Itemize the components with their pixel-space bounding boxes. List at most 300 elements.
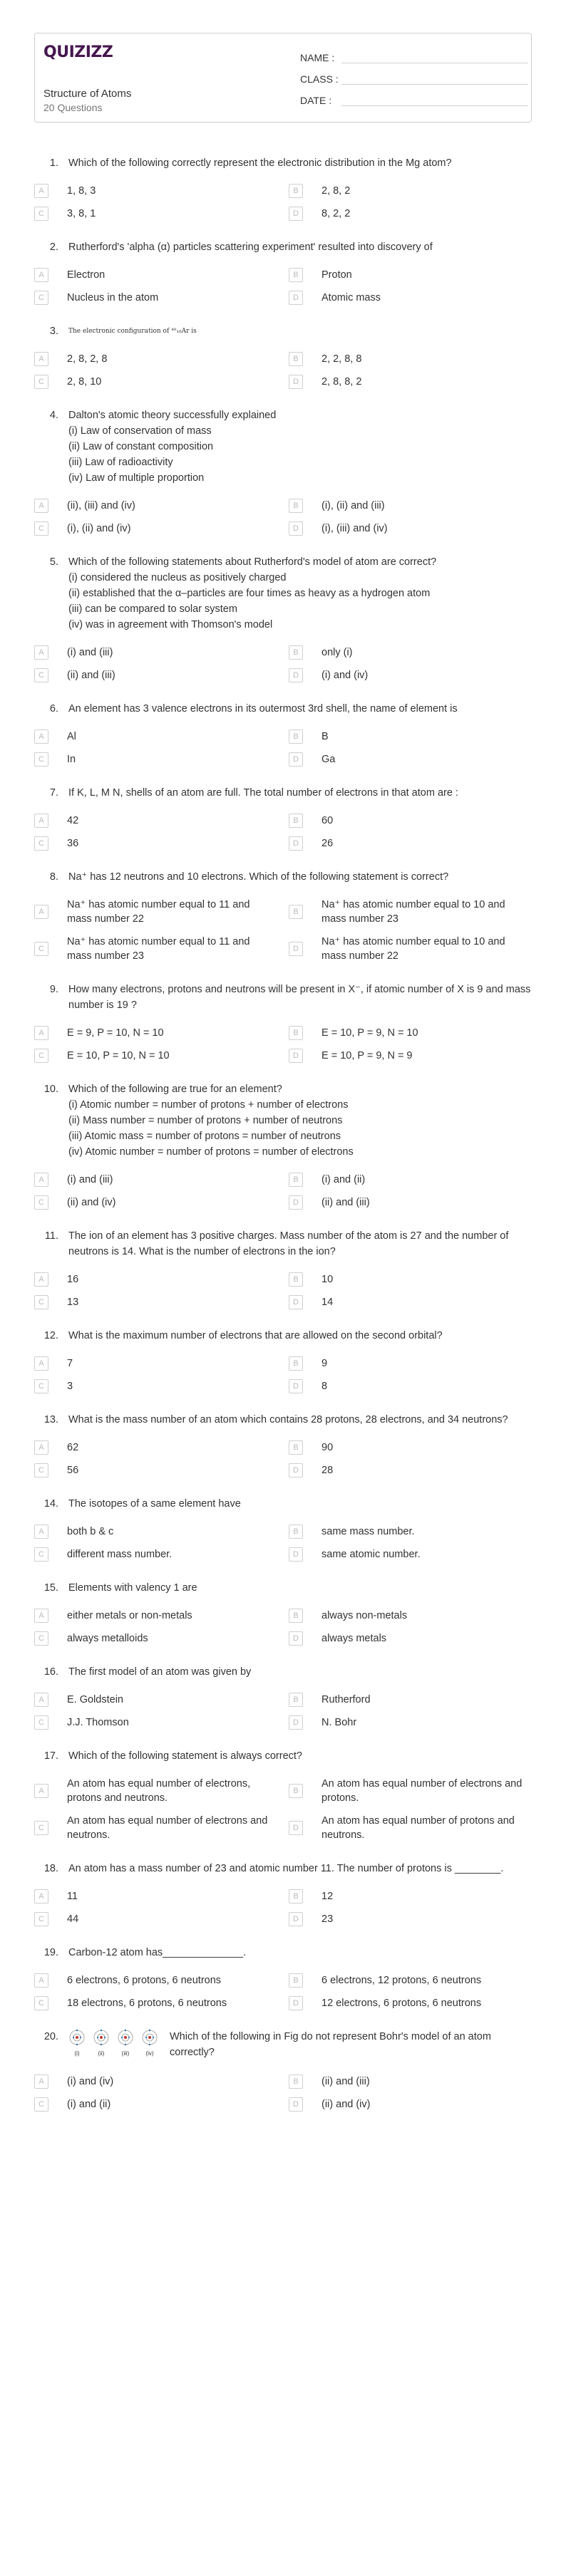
- option-letter-badge: D: [289, 752, 303, 767]
- class-line: [341, 71, 528, 85]
- worksheet-title: Structure of Atoms: [43, 88, 132, 100]
- answer-options: [34, 1609, 532, 1646]
- option-text: 2, 8, 8, 2: [321, 376, 362, 388]
- option-text: (i), (ii) and (iv): [67, 523, 131, 534]
- option-letter-badge: B: [289, 814, 303, 828]
- question-3: [34, 323, 532, 389]
- question-text: Which of the following statement is always correct?: [68, 1750, 302, 1762]
- answer-option[interactable]: [289, 814, 532, 828]
- option-text: 7: [67, 1358, 73, 1369]
- option-letter-badge: D: [289, 1295, 303, 1309]
- option-text: 9: [321, 1358, 328, 1369]
- name-line: [341, 50, 528, 63]
- option-text: Electron: [67, 269, 106, 281]
- question-header: [34, 1328, 532, 1344]
- answer-option[interactable]: [289, 1631, 532, 1646]
- question-number: 9.: [49, 984, 58, 995]
- question-number: 18.: [43, 1863, 58, 1874]
- answer-option[interactable]: [289, 268, 532, 282]
- option-letter-badge: A: [34, 2074, 48, 2089]
- answer-option[interactable]: [34, 645, 277, 660]
- option-letter-badge: D: [289, 2097, 303, 2112]
- option-letter-badge: C: [34, 1821, 48, 1835]
- question-2: [34, 239, 532, 305]
- name-field[interactable]: [300, 42, 528, 63]
- answer-options: [34, 814, 532, 851]
- question-1: [34, 155, 532, 221]
- question-header: [34, 1228, 532, 1260]
- option-text: An atom has equal number of electrons and neutrons.: [67, 1815, 268, 1841]
- answer-option[interactable]: [34, 375, 277, 389]
- question-4: [34, 407, 532, 536]
- option-text: Nucleus in the atom: [67, 292, 159, 303]
- question-header: [34, 554, 532, 633]
- question-header: [34, 1664, 532, 1680]
- option-letter-badge: D: [289, 1049, 303, 1063]
- question-header: [34, 1861, 532, 1876]
- answer-option[interactable]: [289, 1777, 532, 1805]
- option-text: (ii), (iii) and (iv): [67, 500, 135, 511]
- question-text: Which of the following are true for an element? (i) Atomic number = number of protons + number of electrons (ii) Mass number = number of protons + number of neutrons (iii) Atomic mass = number of protons = number of neutrons (iv) Atomic number = number of protons = number of electrons: [68, 1084, 354, 1158]
- answer-options: [34, 898, 532, 963]
- option-text: 36: [67, 838, 79, 849]
- answer-option[interactable]: [289, 752, 532, 767]
- answer-option[interactable]: [289, 2074, 532, 2089]
- option-letter-badge: A: [34, 1784, 48, 1798]
- option-letter-badge: C: [34, 1912, 48, 1926]
- answer-option[interactable]: [34, 499, 277, 513]
- answer-option[interactable]: [289, 1195, 532, 1210]
- option-text: 10: [321, 1274, 334, 1285]
- option-letter-badge: A: [34, 1693, 48, 1707]
- answer-option[interactable]: [34, 291, 277, 305]
- answer-options: [34, 499, 532, 536]
- answer-option[interactable]: [34, 1525, 277, 1539]
- option-text: 2, 2, 8, 8: [321, 353, 362, 365]
- option-text: (ii) and (iv): [321, 2099, 371, 2110]
- answer-options: [34, 1777, 532, 1842]
- answer-option[interactable]: [289, 1996, 532, 2010]
- question-number: 4.: [49, 410, 58, 421]
- option-text: 3: [67, 1381, 73, 1392]
- question-text: Na⁺ has 12 neutrons and 10 electrons. Which of the following statement is correct?: [68, 871, 449, 883]
- option-text: 2, 8, 10: [67, 376, 102, 388]
- atom-diagram: [93, 2029, 110, 2062]
- date-field[interactable]: [300, 85, 528, 106]
- answer-option[interactable]: [289, 521, 532, 536]
- answer-option[interactable]: [289, 729, 532, 744]
- question-header: [34, 239, 532, 255]
- option-letter-badge: C: [34, 291, 48, 305]
- option-letter-badge: B: [289, 184, 303, 198]
- atom-diagram: [117, 2029, 134, 2062]
- question-header: [34, 1412, 532, 1428]
- option-text: both b & c: [67, 1526, 114, 1537]
- question-number: 3.: [49, 326, 58, 337]
- option-letter-badge: A: [34, 184, 48, 198]
- option-letter-badge: A: [34, 814, 48, 828]
- option-text: (i) and (ii): [67, 2099, 111, 2110]
- option-text: 90: [321, 1442, 334, 1453]
- answer-option[interactable]: [289, 1049, 532, 1063]
- answer-option[interactable]: [289, 1295, 532, 1309]
- question-header: [34, 1081, 532, 1160]
- option-letter-badge: D: [289, 1821, 303, 1835]
- answer-option[interactable]: [289, 1973, 532, 1988]
- option-letter-badge: D: [289, 1715, 303, 1730]
- answer-option[interactable]: [34, 1463, 277, 1477]
- answer-option[interactable]: [34, 668, 277, 682]
- option-letter-badge: A: [34, 1272, 48, 1287]
- option-text: (i) and (iv): [321, 670, 369, 681]
- answer-options: [34, 268, 532, 305]
- option-text: different mass number.: [67, 1549, 173, 1560]
- question-17: [34, 1748, 532, 1842]
- option-letter-badge: D: [289, 1195, 303, 1210]
- answer-option[interactable]: [34, 898, 277, 926]
- option-text: Al: [67, 731, 76, 742]
- option-text: 16: [67, 1274, 79, 1285]
- option-text: J.J. Thomson: [67, 1717, 129, 1728]
- atom-label: (ii): [98, 2050, 105, 2057]
- question-text: Dalton's atomic theory successfully explained (i) Law of conservation of mass (ii) Law of constant composition (iii) Law of radioactivity (iv) Law of multiple proportion: [68, 410, 277, 484]
- answer-option[interactable]: [289, 1173, 532, 1187]
- question-text: An element has 3 valence electrons in its outermost 3rd shell, the name of element is: [68, 703, 458, 715]
- option-text: same atomic number.: [321, 1549, 421, 1560]
- question-20: [34, 2029, 532, 2112]
- option-text: 44: [67, 1913, 79, 1925]
- question-6: [34, 701, 532, 767]
- answer-option[interactable]: [289, 184, 532, 198]
- question-text: What is the maximum number of electrons that are allowed on the second orbital?: [68, 1330, 443, 1341]
- answer-option[interactable]: [34, 1715, 277, 1730]
- option-text: 2, 8, 2: [321, 185, 351, 197]
- answer-option[interactable]: [289, 1912, 532, 1926]
- answer-option[interactable]: [289, 1547, 532, 1562]
- option-text: always metals: [321, 1633, 387, 1644]
- worksheet-header: [34, 33, 532, 123]
- answer-option[interactable]: [289, 1814, 532, 1842]
- option-text: Na⁺ has atomic number equal to 11 and mass number 22: [67, 899, 250, 925]
- answer-option[interactable]: [289, 935, 532, 963]
- question-number: 12.: [43, 1330, 58, 1341]
- answer-option[interactable]: [289, 1026, 532, 1040]
- answer-option[interactable]: [289, 836, 532, 851]
- option-letter-badge: C: [34, 1547, 48, 1562]
- option-text: only (i): [321, 647, 353, 658]
- answer-option[interactable]: [34, 1693, 277, 1707]
- question-number: 11.: [44, 1230, 58, 1242]
- question-header: [34, 1945, 532, 1960]
- answer-options: [34, 352, 532, 389]
- answer-option[interactable]: [289, 2097, 532, 2112]
- option-text: Na⁺ has atomic number equal to 10 and mass number 23: [321, 899, 505, 925]
- class-label: CLASS :: [300, 73, 339, 85]
- question-header: [34, 982, 532, 1013]
- date-line: [341, 93, 528, 106]
- answer-option[interactable]: [289, 207, 532, 221]
- question-number: 6.: [49, 703, 58, 715]
- option-letter-badge: A: [34, 268, 48, 282]
- option-text: 8: [321, 1381, 328, 1392]
- option-text: Na⁺ has atomic number equal to 11 and mass number 23: [67, 936, 250, 962]
- question-10: [34, 1081, 532, 1210]
- answer-option[interactable]: [289, 1379, 532, 1393]
- option-text: 1, 8, 3: [67, 185, 96, 197]
- answer-option[interactable]: [34, 1777, 277, 1805]
- answer-option[interactable]: [289, 1609, 532, 1623]
- answer-option[interactable]: [34, 521, 277, 536]
- answer-option[interactable]: [34, 1356, 277, 1371]
- quizizz-logo: QUIZIZZ: [43, 43, 113, 61]
- option-letter-badge: D: [289, 521, 303, 536]
- option-text: Rutherford: [321, 1694, 371, 1705]
- class-field[interactable]: [300, 63, 528, 85]
- option-letter-badge: D: [289, 375, 303, 389]
- question-15: [34, 1580, 532, 1646]
- answer-option[interactable]: [289, 291, 532, 305]
- option-text: 6 electrons, 6 protons, 6 neutrons: [67, 1975, 222, 1986]
- option-text: B: [321, 731, 329, 742]
- question-count: 20 Questions: [43, 102, 103, 113]
- answer-options: [34, 1356, 532, 1393]
- question-number: 7.: [49, 787, 58, 799]
- answer-options: [34, 2074, 532, 2112]
- answer-option[interactable]: [289, 1715, 532, 1730]
- atom-diagram: [141, 2029, 158, 2062]
- option-letter-badge: A: [34, 645, 48, 660]
- option-text: An atom has equal number of electrons, protons and neutrons.: [67, 1778, 251, 1804]
- option-letter-badge: C: [34, 1195, 48, 1210]
- option-letter-badge: D: [289, 291, 303, 305]
- answer-option[interactable]: [289, 668, 532, 682]
- option-text: An atom has equal number of protons and neutrons.: [321, 1815, 515, 1841]
- option-text: In: [67, 754, 76, 765]
- option-letter-badge: A: [34, 1525, 48, 1539]
- answer-option[interactable]: [289, 1693, 532, 1707]
- answer-option[interactable]: [289, 499, 532, 513]
- answer-option[interactable]: [34, 184, 277, 198]
- answer-options: [34, 1693, 532, 1730]
- option-letter-badge: C: [34, 521, 48, 536]
- option-letter-badge: A: [34, 1889, 48, 1904]
- option-letter-badge: D: [289, 942, 303, 956]
- question-header: [34, 869, 532, 885]
- answer-options: [34, 1440, 532, 1477]
- answer-option[interactable]: [34, 2074, 277, 2089]
- option-text: 6 electrons, 12 protons, 6 neutrons: [321, 1975, 482, 1986]
- question-number: 19.: [43, 1947, 58, 1958]
- option-letter-badge: C: [34, 1715, 48, 1730]
- option-letter-badge: D: [289, 1912, 303, 1926]
- atom-icon: [141, 2029, 158, 2046]
- answer-option[interactable]: [34, 1631, 277, 1646]
- option-text: 8, 2, 2: [321, 208, 351, 219]
- answer-option[interactable]: [34, 1996, 277, 2010]
- option-text: 26: [321, 838, 334, 849]
- option-letter-badge: B: [289, 268, 303, 282]
- option-text: always metalloids: [67, 1633, 148, 1644]
- option-letter-badge: D: [289, 836, 303, 851]
- atom-label: (i): [74, 2050, 80, 2057]
- answer-option[interactable]: [34, 1814, 277, 1842]
- option-letter-badge: C: [34, 752, 48, 767]
- question-number: 17.: [43, 1750, 58, 1762]
- atom-icon: [93, 2029, 110, 2046]
- question-header: [34, 2029, 532, 2062]
- option-letter-badge: B: [289, 1784, 303, 1798]
- option-text: 12 electrons, 6 protons, 6 neutrons: [321, 1998, 482, 2009]
- answer-options: [34, 184, 532, 221]
- option-text: E = 10, P = 10, N = 10: [67, 1050, 170, 1061]
- atom-icon: [117, 2029, 134, 2046]
- worksheet-page: [0, 33, 566, 2112]
- option-letter-badge: D: [289, 1631, 303, 1646]
- question-13: [34, 1412, 532, 1477]
- question-text: Carbon-12 atom has______________.: [68, 1947, 247, 1958]
- answer-option[interactable]: [289, 898, 532, 926]
- answer-option[interactable]: [34, 352, 277, 366]
- option-letter-badge: A: [34, 1173, 48, 1187]
- answer-option[interactable]: [289, 352, 532, 366]
- answer-options: [34, 1272, 532, 1309]
- answer-option[interactable]: [34, 935, 277, 963]
- question-number: 13.: [43, 1414, 58, 1425]
- answer-option[interactable]: [34, 1379, 277, 1393]
- option-letter-badge: B: [289, 1272, 303, 1287]
- option-letter-badge: C: [34, 1996, 48, 2010]
- option-text: (ii) and (iii): [67, 670, 115, 681]
- option-text: E. Goldstein: [67, 1694, 123, 1705]
- option-text: Na⁺ has atomic number equal to 10 and mass number 22: [321, 936, 505, 962]
- answer-option[interactable]: [289, 1356, 532, 1371]
- answer-option[interactable]: [289, 1440, 532, 1455]
- option-letter-badge: B: [289, 1356, 303, 1371]
- question-header: [34, 1496, 532, 1512]
- option-letter-badge: D: [289, 1379, 303, 1393]
- question-text: If K, L, M N, shells of an atom are full. The total number of electrons in that atom are :: [68, 787, 458, 799]
- option-letter-badge: D: [289, 1996, 303, 2010]
- option-text: 56: [67, 1465, 79, 1476]
- question-header: [34, 323, 532, 339]
- option-text: (i) and (ii): [321, 1174, 366, 1185]
- answer-option[interactable]: [34, 1195, 277, 1210]
- question-header: [34, 785, 532, 801]
- question-19: [34, 1945, 532, 2010]
- option-text: 23: [321, 1913, 334, 1925]
- answer-options: [34, 1525, 532, 1562]
- question-11: [34, 1228, 532, 1309]
- answer-option[interactable]: [289, 1272, 532, 1287]
- option-letter-badge: D: [289, 1463, 303, 1477]
- option-letter-badge: C: [34, 836, 48, 851]
- question-text: An atom has a mass number of 23 and atomic number 11. The number of protons is ________.: [68, 1863, 504, 1874]
- date-label: DATE :: [300, 95, 332, 106]
- answer-option[interactable]: [34, 1609, 277, 1623]
- answer-option[interactable]: [34, 1049, 277, 1063]
- option-text: 3, 8, 1: [67, 208, 96, 219]
- option-letter-badge: B: [289, 1609, 303, 1623]
- option-letter-badge: A: [34, 1026, 48, 1040]
- answer-option[interactable]: [34, 752, 277, 767]
- question-number: 10.: [43, 1084, 58, 1095]
- answer-option[interactable]: [34, 729, 277, 744]
- answer-option[interactable]: [34, 1973, 277, 1988]
- option-text: (ii) and (iii): [321, 2076, 370, 2087]
- atom-label: (iv): [145, 2050, 154, 2057]
- answer-option[interactable]: [289, 375, 532, 389]
- option-letter-badge: C: [34, 1463, 48, 1477]
- option-text: 60: [321, 815, 334, 826]
- question-header: [34, 701, 532, 717]
- answer-option[interactable]: [289, 1463, 532, 1477]
- option-letter-badge: C: [34, 668, 48, 682]
- answer-option[interactable]: [34, 836, 277, 851]
- answer-option[interactable]: [289, 1525, 532, 1539]
- question-number: 5.: [49, 556, 58, 568]
- option-letter-badge: C: [34, 1049, 48, 1063]
- option-letter-badge: A: [34, 1609, 48, 1623]
- answer-option[interactable]: [34, 1912, 277, 1926]
- answer-option[interactable]: [34, 207, 277, 221]
- option-letter-badge: B: [289, 645, 303, 660]
- question-header: [34, 1748, 532, 1764]
- option-text: (ii) and (iii): [321, 1197, 370, 1208]
- answer-option[interactable]: [34, 1272, 277, 1287]
- question-number: 15.: [43, 1582, 58, 1594]
- option-text: (i), (iii) and (iv): [321, 523, 388, 534]
- option-letter-badge: A: [34, 352, 48, 366]
- option-letter-badge: A: [34, 499, 48, 513]
- option-text: 12: [321, 1891, 334, 1902]
- option-text: E = 10, P = 9, N = 10: [321, 1027, 418, 1039]
- option-text: same mass number.: [321, 1526, 415, 1537]
- option-text: 14: [321, 1297, 334, 1308]
- answer-options: [34, 1889, 532, 1926]
- option-letter-badge: A: [34, 1973, 48, 1988]
- answer-option[interactable]: [34, 1173, 277, 1187]
- answer-option[interactable]: [289, 645, 532, 660]
- answer-options: [34, 1173, 532, 1210]
- answer-options: [34, 1973, 532, 2010]
- option-letter-badge: A: [34, 1356, 48, 1371]
- question-list: [0, 155, 566, 2112]
- answer-option[interactable]: [34, 1547, 277, 1562]
- answer-option[interactable]: [34, 1440, 277, 1455]
- answer-option[interactable]: [34, 814, 277, 828]
- question-header: [34, 1580, 532, 1596]
- option-text: (ii) and (iv): [67, 1197, 116, 1208]
- question-12: [34, 1328, 532, 1393]
- option-letter-badge: A: [34, 729, 48, 744]
- answer-option[interactable]: [34, 1295, 277, 1309]
- answer-option[interactable]: [34, 1026, 277, 1040]
- question-text: Which of the following statements about Rutherford's model of atom are correct? (i) considered the nucleus as positively charged (ii) established that the α–particles are four times as heavy as a hydrogen atom (iii) can be compared to solar system (iv) was in agreement with Thomson's model: [68, 556, 437, 630]
- question-9: [34, 982, 532, 1063]
- answer-option[interactable]: [34, 1889, 277, 1904]
- answer-option[interactable]: [34, 268, 277, 282]
- question-text: The ion of an element has 3 positive charges. Mass number of the atom is 27 and the number of neutrons is 14. What is the number of electrons in the ion?: [68, 1230, 509, 1257]
- option-text: either metals or non-metals: [67, 1610, 192, 1621]
- answer-option[interactable]: [289, 1889, 532, 1904]
- option-letter-badge: C: [34, 942, 48, 956]
- answer-option[interactable]: [34, 2097, 277, 2112]
- question-header: [34, 407, 532, 486]
- question-7: [34, 785, 532, 851]
- option-letter-badge: C: [34, 375, 48, 389]
- option-text: 18 electrons, 6 protons, 6 neutrons: [67, 1998, 227, 2009]
- question-text: Rutherford's 'alpha (α) particles scattering experiment' resulted into discovery of: [68, 242, 433, 253]
